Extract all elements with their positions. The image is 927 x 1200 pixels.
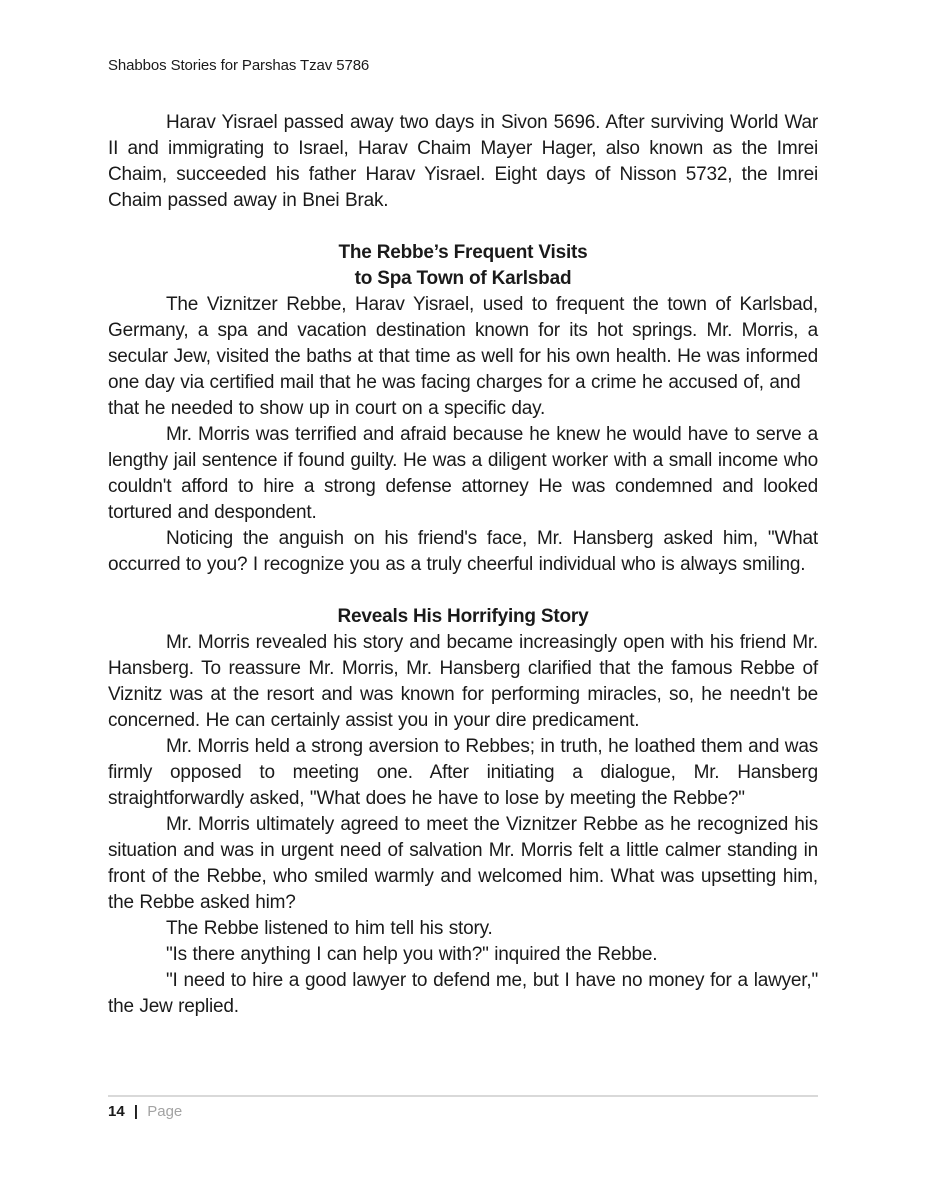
paragraph: "Is there anything I can help you with?" inquired the Rebbe. [166,944,658,965]
paragraph: The Rebbe listened to him tell his story. [166,918,493,939]
blank-line [108,214,818,240]
paragraph: Noticing the anguish on his friend's face, Mr. Hansberg asked him, "What occurred to you? I recognize you as a truly cheerful individual who is always smiling. [108,528,818,575]
footer-text [108,1097,818,1121]
page-number: 14 [108,1103,125,1120]
paragraph: The Viznitzer Rebbe, Harav Yisrael, used to frequent the town of Karlsbad, Germany, a spa and vacation destination known for its hot springs. Mr. Morris, a secular Jew, visited the baths at that time as well for his own health. He was informed one day via certified mail that he was facing charges for a crime he accused of, and [108,294,818,393]
page-footer [108,1095,818,1121]
paragraph: Mr. Morris held a strong aversion to Rebbes; in truth, he loathed them and was firmly opposed to meeting one. After initiating a dialogue, Mr. Hansberg straightforwardly asked, "What does he have to lose by meeting the Rebbe?" [108,736,818,809]
paragraph: that he needed to show up in court on a specific day. [108,398,546,419]
page-header-title: Shabbos Stories for Parshas Tzav 5786 [108,57,370,74]
paragraph: Mr. Morris was terrified and afraid because he knew he would have to serve a lengthy jail sentence if found guilty. He was a diligent worker with a small income who couldn't afford to hire a strong defense attorney He was condemned and looked tortured and despondent. [108,424,818,523]
section-heading: The Rebbe’s Frequent Visits to Spa Town of Karlsbad [338,242,588,289]
paragraph: Mr. Morris ultimately agreed to meet the Viznitzer Rebbe as he recognized his situation and was in urgent need of salvation Mr. Morris felt a little calmer standing in front of the Rebbe, who smiled warmly and welcomed him. What was upsetting him, the Rebbe asked him? [108,814,818,913]
section-heading: Reveals His Horrifying Story [337,606,589,627]
footer-page-label: Page [147,1103,183,1120]
document-body [108,110,818,1020]
paragraph: Harav Yisrael passed away two days in Sivon 5696. After surviving World War II and immigrating to Israel, Harav Chaim Mayer Hager, also known as the Imrei Chaim, succeeded his father Harav Yisrael. Eight days of Nisson 5732, the Imrei Chaim passed away in Bnei Brak. [108,112,818,211]
footer-separator: | [133,1103,139,1120]
blank-line [108,578,818,604]
paragraph: "I need to hire a good lawyer to defend me, but I have no money for a lawyer," the Jew replied. [108,970,818,1017]
paragraph: Mr. Morris revealed his story and became increasingly open with his friend Mr. Hansberg. To reassure Mr. Morris, Mr. Hansberg clarified that the famous Rebbe of Viznitz was at the resort and was known for performing miracles, so, he needn't be concerned. He can certainly assist you in your dire predicament. [108,632,818,731]
